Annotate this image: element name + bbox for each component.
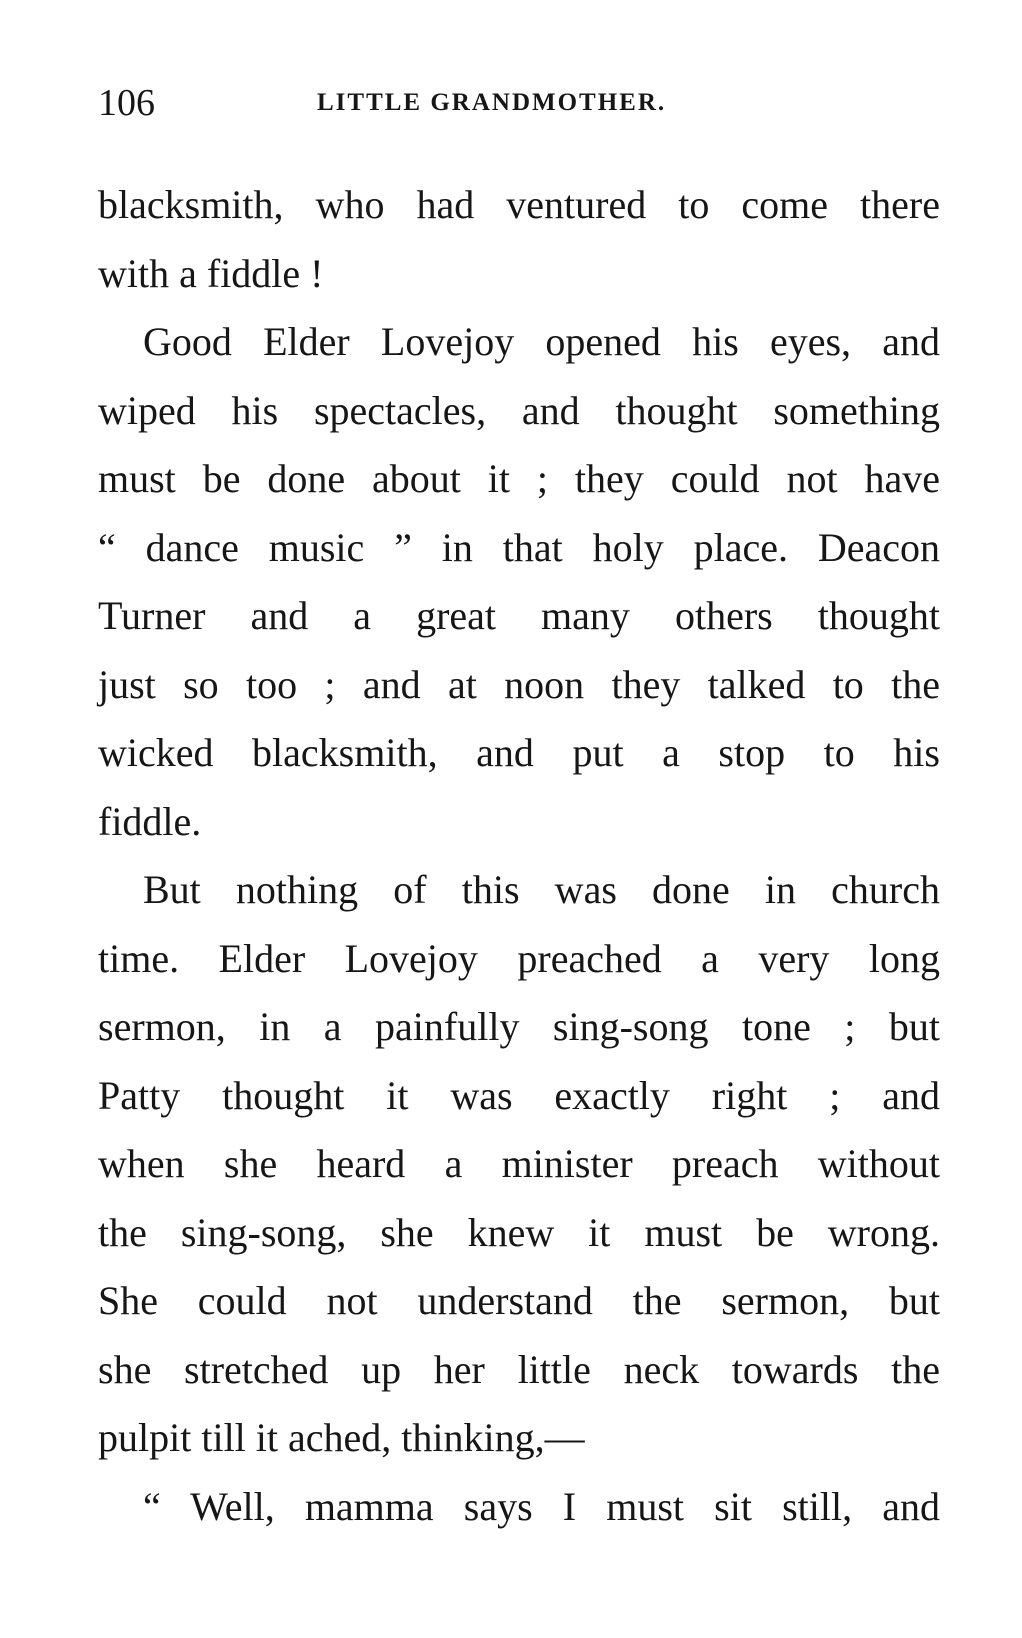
text-line: Turner and a great many others thought	[98, 593, 940, 638]
text-line: blacksmith, who had ventured to come there	[98, 182, 940, 227]
running-head	[98, 78, 938, 128]
text-line: she stretched up her little neck towards the	[98, 1346, 940, 1392]
text-line: fiddle.	[98, 798, 202, 844]
text-line: “ dance music ” in that holy place. Deacon	[98, 524, 940, 570]
page-number: 106	[98, 82, 155, 124]
text-line: sermon, in a painfully sing-song tone ; but	[98, 1004, 940, 1049]
text-line: Good Elder Lovejoy opened his eyes, and	[143, 319, 940, 364]
text-line: But nothing of this was done in church	[143, 867, 940, 912]
text-line: She could not understand the sermon, but	[98, 1278, 940, 1323]
text-line: Patty thought it was exactly right ; and	[98, 1072, 940, 1118]
text-line: the sing-song, she knew it must be wrong.	[98, 1209, 940, 1255]
text-line: must be done about it ; they could not have	[98, 456, 940, 501]
text-line: wicked blacksmith, and put a stop to his	[98, 730, 940, 775]
text-line: with a fiddle !	[98, 250, 324, 296]
text-line: just so too ; and at noon they talked to the	[98, 661, 940, 707]
text-line: time. Elder Lovejoy preached a very long	[98, 935, 940, 981]
running-title: LITTLE GRANDMOTHER.	[317, 89, 667, 116]
body-text	[98, 171, 940, 1541]
text-line: wiped his spectacles, and thought something	[98, 387, 940, 433]
text-line: pulpit till it ached, thinking,—	[98, 1415, 585, 1460]
text-line: when she heard a minister preach without	[98, 1141, 940, 1186]
text-line: “ Well, mamma says I must sit still, and	[143, 1483, 940, 1529]
